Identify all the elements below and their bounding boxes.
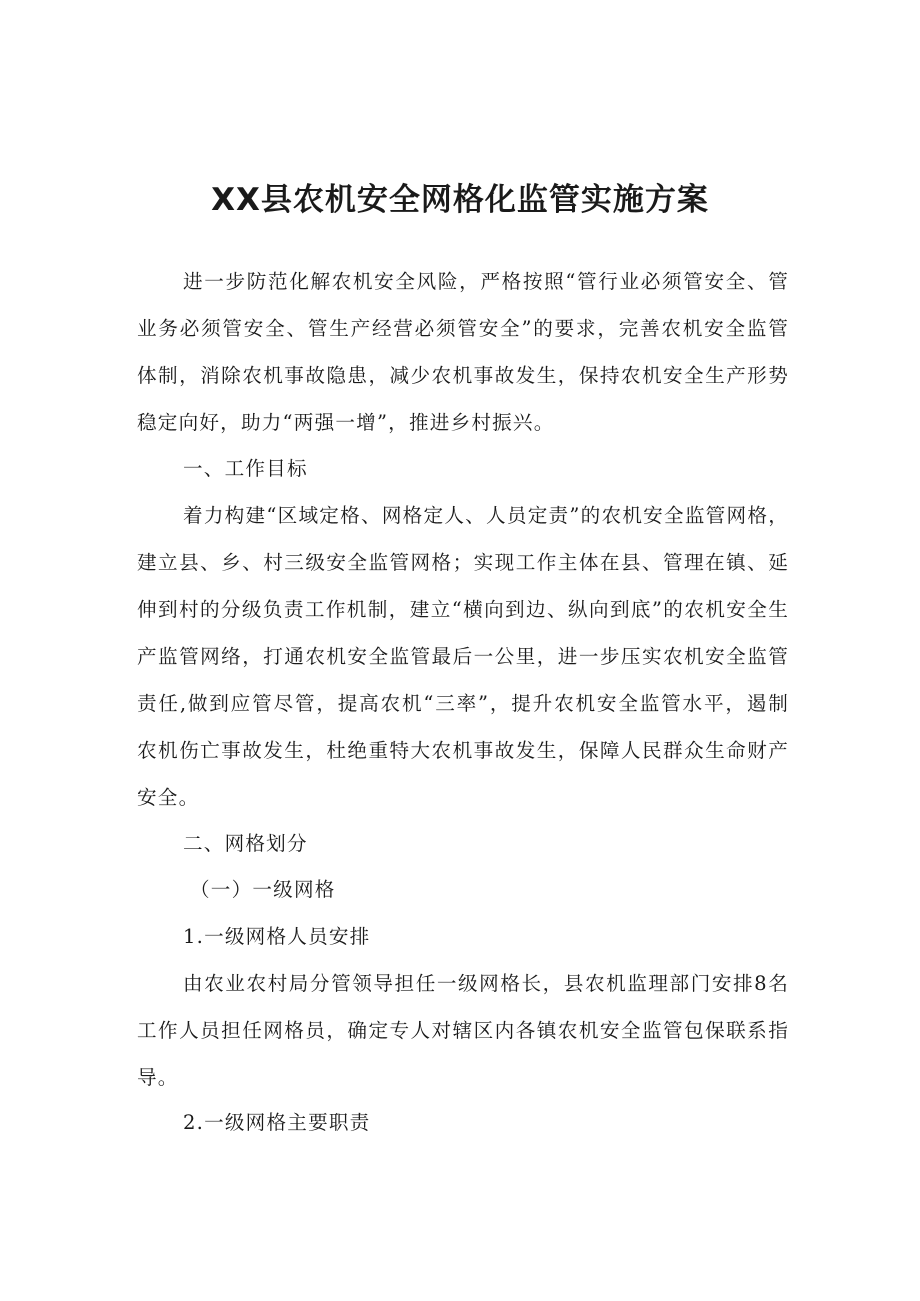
section-heading-goals: 一、工作目标 (183, 457, 308, 480)
item-heading-personnel: 1.一级网格人员安排 (183, 925, 371, 948)
goals-paragraph: 着力构建“区域定格、网格定人、人员定责”的农机安全监管网格，建立县、乡、村三级安全监管网格；实现工作主体在县、管理在镇、延伸到村的分级负责工作机制，建立“横向到边、纵向到底”的农机安全生产监管网络，打通农机安全监管最后一公里，进一步压实农机安全监管责任,做到应管尽管，提高农机“三率”，提升农机安全监管水平，遏制农机伤亡事故发生，杜绝重特大农机事故发生，保障人民群众生命财产安全。 (137, 504, 789, 809)
personnel-paragraph: 由农业农村局分管领导担任一级网格长，县农机监理部门安排8名工作人员担任网格员，确定专人对辖区内各镇农机安全监管包保联系指导。 (137, 972, 789, 1089)
subsection-heading-first-level-grid: （一）一级网格 (190, 878, 336, 901)
document-title: XX县农机安全网格化监管实施方案 (211, 182, 709, 218)
section-heading-grid-division: 二、网格划分 (183, 832, 308, 855)
item-heading-duties: 2.一级网格主要职责 (183, 1111, 371, 1134)
intro-paragraph: 进一步防范化解农机安全风险，严格按照“管行业必须管安全、管业务必须管安全、管生产经营必须管安全”的要求，完善农机安全监管体制，消除农机事故隐患，减少农机事故发生，保持农机安全生产形势稳定向好，助力“两强一增”，推进乡村振兴。 (137, 270, 789, 434)
